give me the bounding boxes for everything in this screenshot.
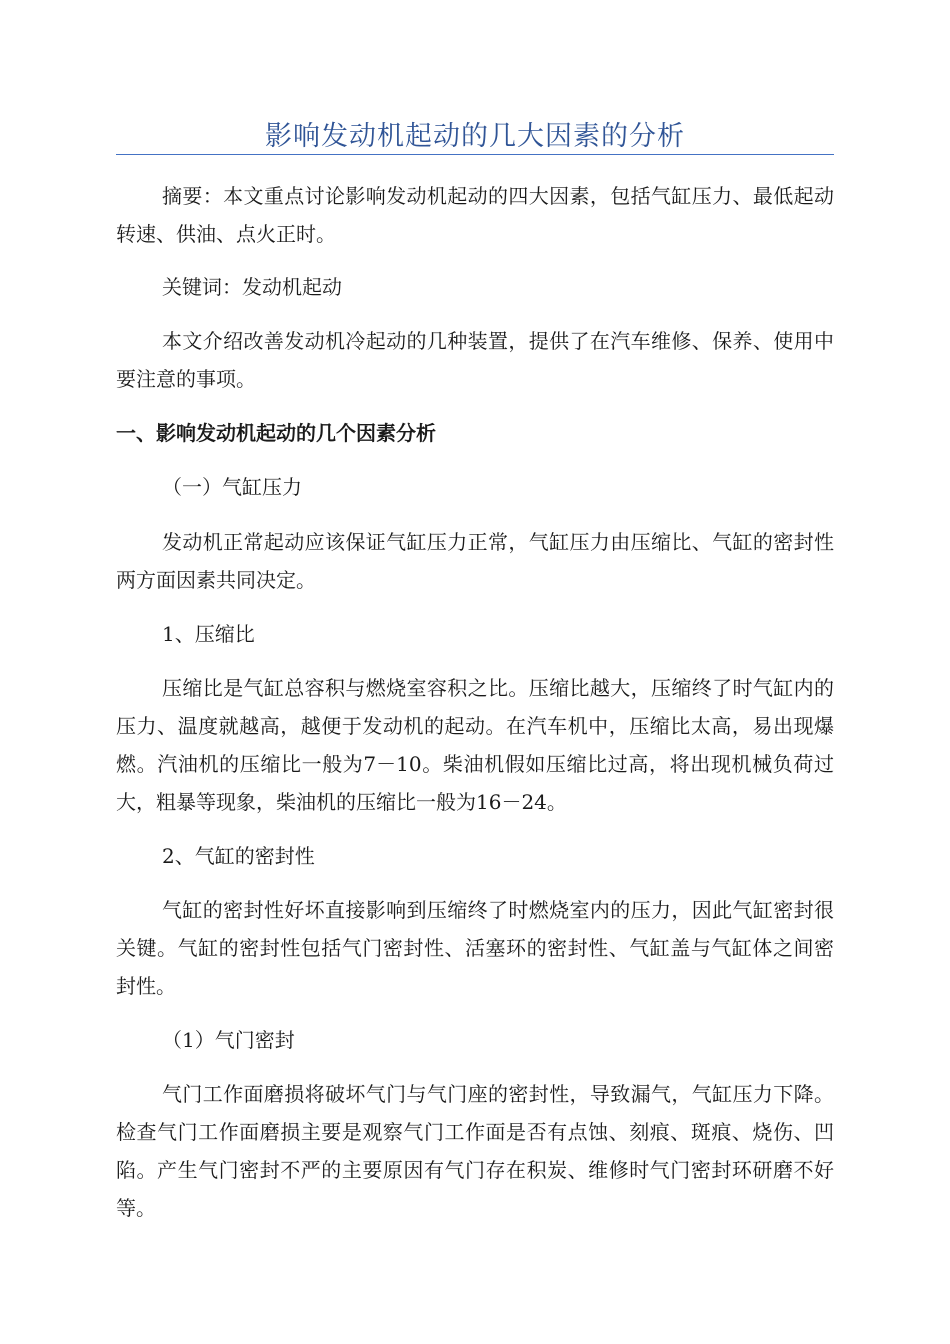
document-title: 影响发动机起动的几大因素的分析 — [265, 121, 685, 152]
item-heading-cylinder-sealing: 2、气缸的密封性 — [162, 844, 315, 868]
item-heading-compression-ratio: 1、压缩比 — [162, 622, 255, 646]
title-underline — [116, 154, 834, 155]
keywords-paragraph: 关键词：发动机起动 — [162, 275, 342, 299]
intro-paragraph: 本文介绍改善发动机冷起动的几种装置，提供了在汽车维修、保养、使用中要注意的事项。 — [116, 329, 834, 391]
section-heading: 一、影响发动机起动的几个因素分析 — [116, 421, 436, 445]
subsection-heading: （一）气缸压力 — [162, 475, 302, 499]
compression-ratio-paragraph: 压缩比是气缸总容积与燃烧室容积之比。压缩比越大，压缩终了时气缸内的压力、温度就越高，越便于发动机的起动。在汽车机中，压缩比太高，易出现爆燃。汽油机的压缩比一般为7－10。柴油机假如压缩比过高，将出现机械负荷过大，粗暴等现象，柴油机的压缩比一般为16－24。 — [116, 676, 834, 814]
subsection-paragraph: 发动机正常起动应该保证气缸压力正常，气缸压力由压缩比、气缸的密封性两方面因素共同决定。 — [116, 530, 834, 592]
valve-seal-paragraph: 气门工作面磨损将破坏气门与气门座的密封性，导致漏气，气缸压力下降。检查气门工作面磨损主要是观察气门工作面是否有点蚀、刻痕、斑痕、烧伤、凹陷。产生气门密封不严的主要原因有气门存在积炭、维修时气门密封环研磨不好等。 — [116, 1082, 834, 1220]
abstract-paragraph: 摘要：本文重点讨论影响发动机起动的四大因素，包括气缸压力、最低起动转速、供油、点火正时。 — [116, 184, 834, 246]
item-heading-valve-seal: （1）气门密封 — [162, 1028, 295, 1052]
cylinder-sealing-paragraph: 气缸的密封性好坏直接影响到压缩终了时燃烧室内的压力，因此气缸密封很关键。气缸的密封性包括气门密封性、活塞环的密封性、气缸盖与气缸体之间密封性。 — [116, 898, 834, 998]
